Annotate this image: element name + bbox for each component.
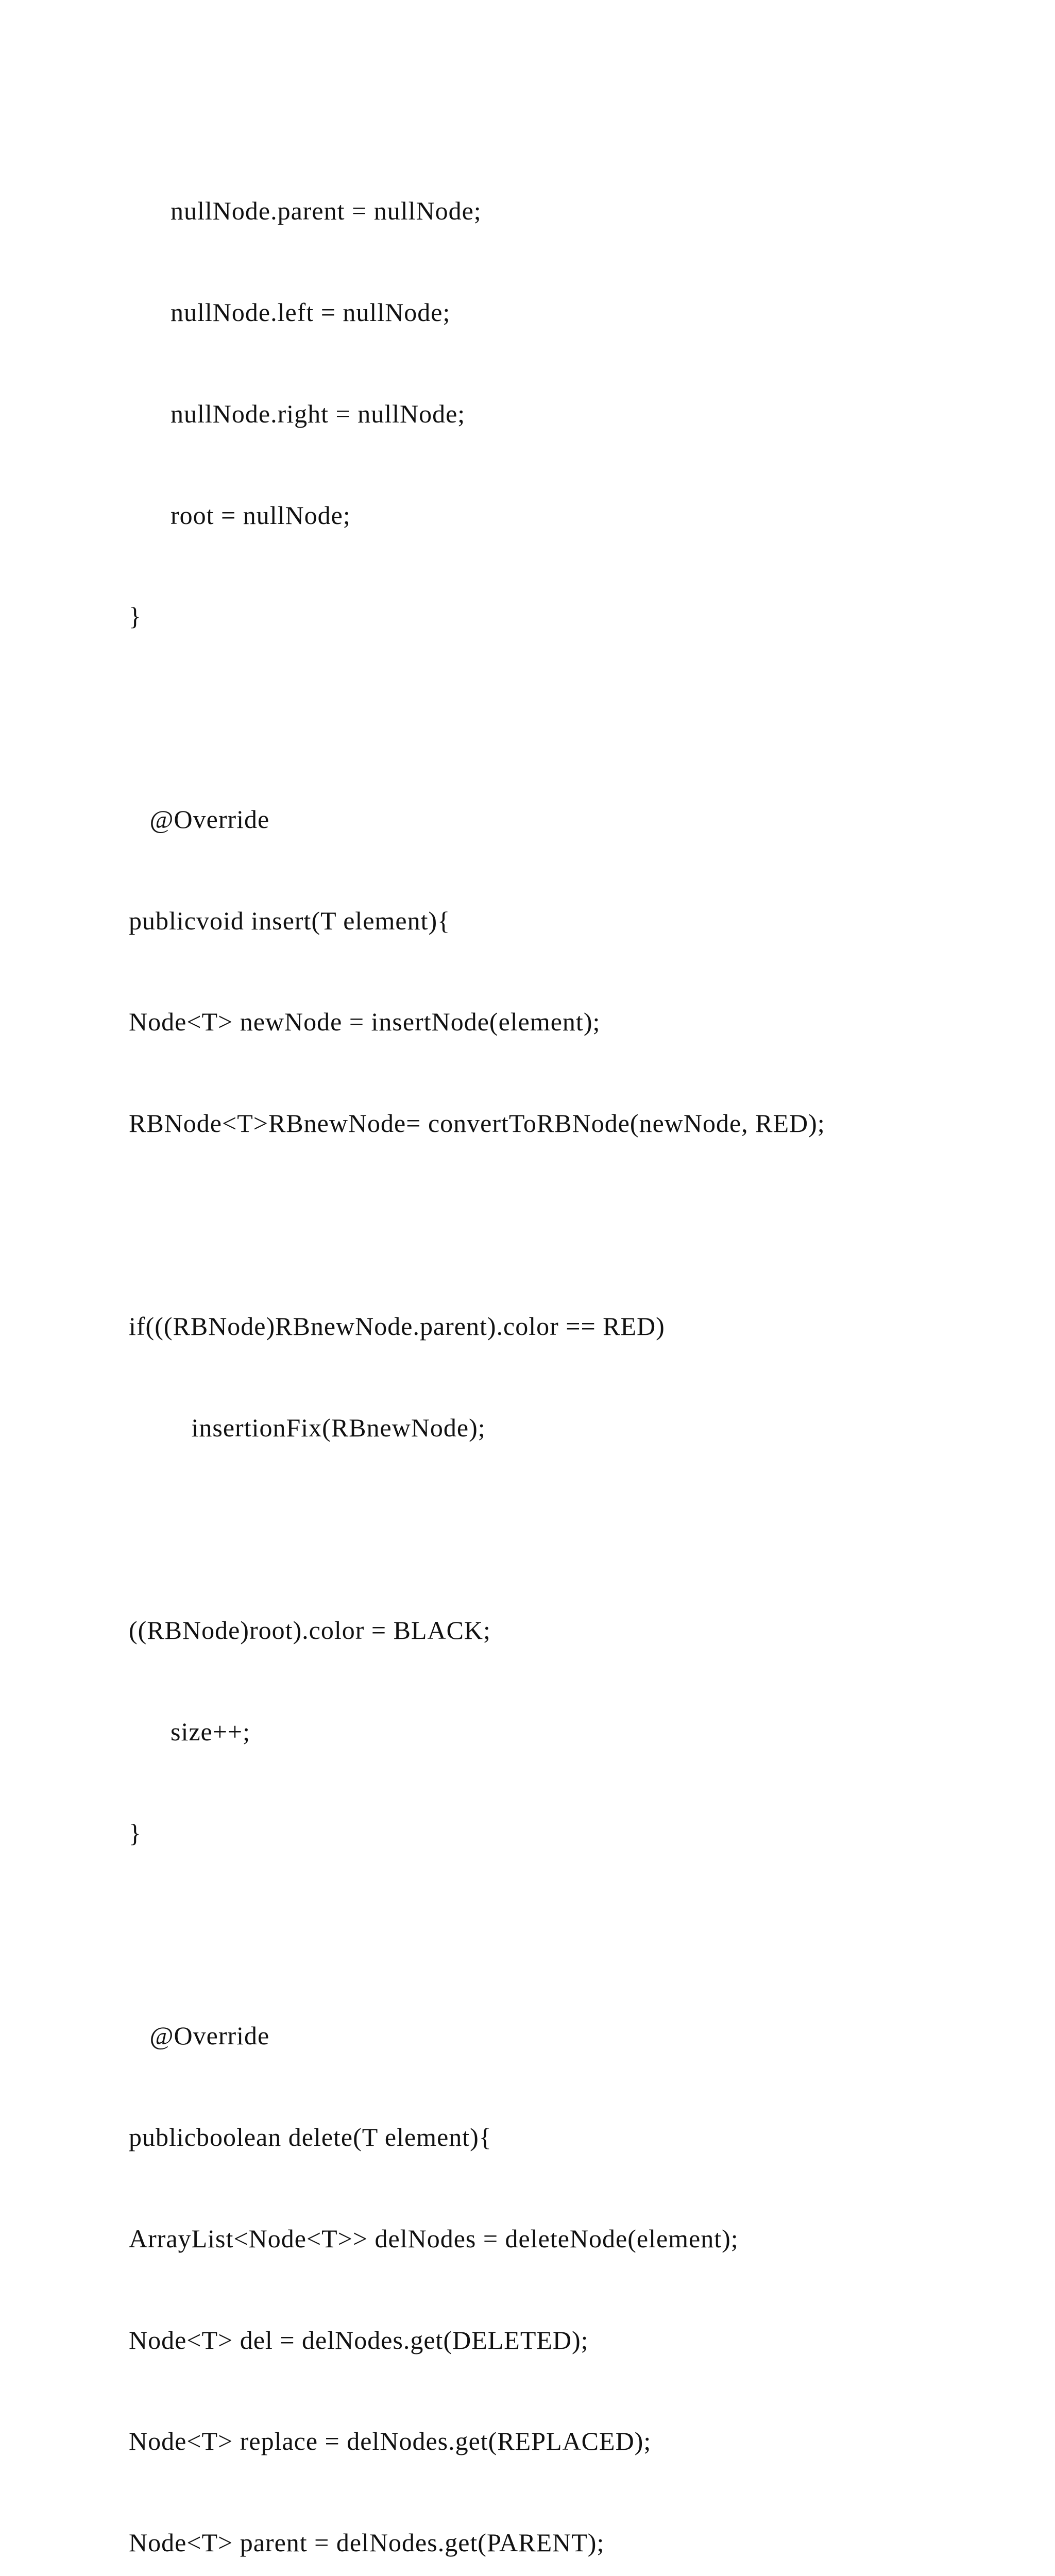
code-line: size++;	[129, 1717, 251, 1746]
code-line	[129, 1208, 1035, 1242]
code-line: }	[129, 602, 142, 631]
code-line: ArrayList<Node<T>> delNodes = deleteNode(element);	[129, 2224, 739, 2253]
code-line: insertionFix(RBnewNode);	[129, 1413, 486, 1442]
code-line	[129, 1512, 1035, 1546]
code-line: Node<T> parent = delNodes.get(PARENT);	[129, 2528, 605, 2557]
code-line: Node<T> newNode = insertNode(element);	[129, 1007, 601, 1037]
code-line: Node<T> replace = delNodes.get(REPLACED);	[129, 2427, 652, 2456]
code-line: @Override	[129, 2021, 270, 2050]
code-line: @Override	[129, 804, 270, 834]
code-line: root = nullNode;	[129, 500, 351, 530]
code-line	[129, 701, 1035, 735]
code-line: if(((RBNode)RBnewNode.parent).color == RED)	[129, 1311, 665, 1341]
code-line: nullNode.right = nullNode;	[129, 399, 466, 428]
code-line: Node<T> del = delNodes.get(DELETED);	[129, 2325, 589, 2354]
code-line: nullNode.left = nullNode;	[129, 297, 451, 327]
code-line	[129, 1918, 1035, 1952]
code-line: nullNode.parent = nullNode;	[129, 196, 482, 226]
code-listing	[129, 127, 1035, 2576]
code-line: ((RBNode)root).color = BLACK;	[129, 1616, 491, 1645]
code-line: publicboolean delete(T element){	[129, 2123, 492, 2152]
code-line: }	[129, 1818, 142, 1848]
code-line: RBNode<T>RBnewNode= convertToRBNode(newNode, RED);	[129, 1109, 825, 1138]
code-line: publicvoid insert(T element){	[129, 906, 451, 935]
